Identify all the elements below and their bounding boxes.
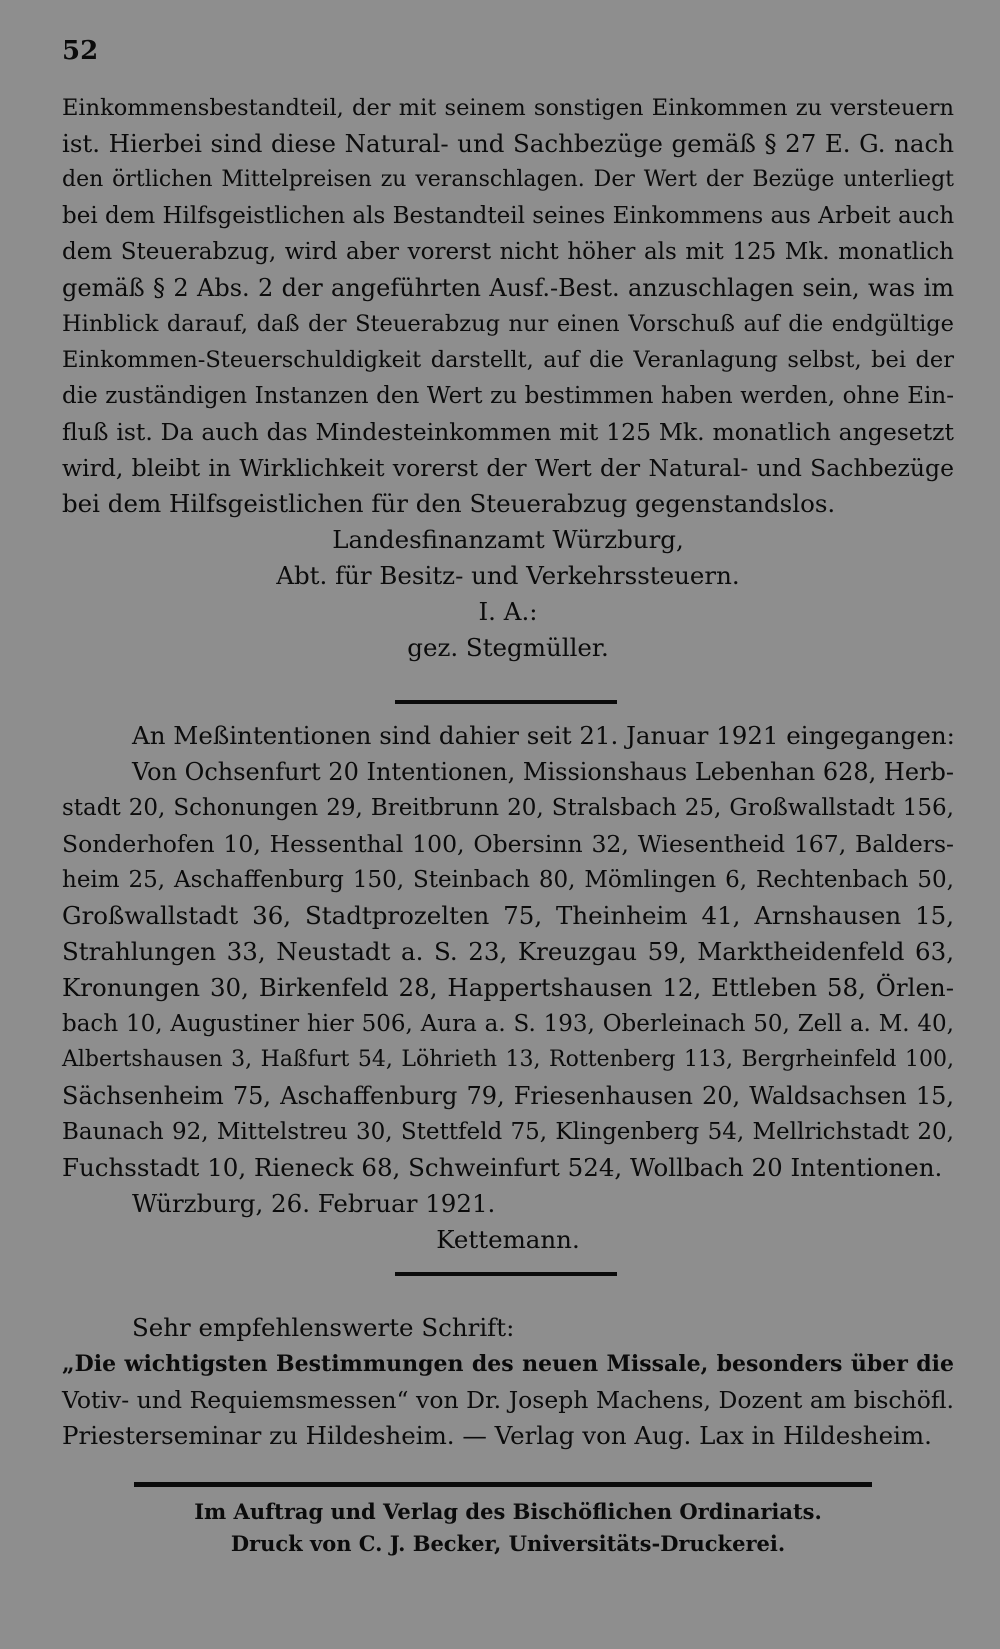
text-line: fluß ist. Da auch das Mindesteinkommen mit 125 Mk. monatlich angesetzt [62, 418, 954, 446]
text-line: Großwallstadt 36, Stadtprozelten 75, Theinheim 41, Arnshausen 15, [62, 901, 954, 930]
text-line: „Die wichtigsten Bestimmungen des neuen Missale, besonders über die [62, 1351, 954, 1377]
text-line: Votiv- und Requiemsmessen“ von Dr. Joseph Machens, Dozent am bischöfl. [62, 1386, 954, 1414]
text-line: heim 25, Aschaffenburg 150, Steinbach 80, Mömlingen 6, Rechtenbach 50, [62, 867, 954, 893]
footer-rule [134, 1482, 872, 1487]
text-line: dem Steuerabzug, wird aber vorerst nicht höher als mit 125 Mk. monatlich [62, 239, 954, 265]
intentions-notice [62, 718, 954, 1258]
text-line: den örtlichen Mittelpreisen zu veranschlagen. Der Wert der Bezüge unterliegt [62, 167, 954, 192]
text-line: wird, bleibt in Wirklichkeit vorerst der Wert der Natural- und Sachbezüge [62, 454, 954, 482]
text-line: bach 10, Augustiner hier 506, Aura a. S. 193, Oberleinach 50, Zell a. M. 40, [62, 1011, 954, 1037]
text-line: Strahlungen 33, Neustadt a. S. 23, Kreuzgau 59, Marktheidenfeld 63, [62, 937, 954, 966]
text-line: bei dem Hilfsgeistlichen für den Steuerabzug gegenstandslos. [62, 489, 836, 518]
letter-body [62, 90, 954, 666]
text-line: Baunach 92, Mittelstreu 30, Stettfeld 75, Klingenberg 54, Mellrichstadt 20, [62, 1119, 954, 1145]
recommendation-heading: Sehr empfehlenswerte Schrift: [132, 1313, 515, 1342]
footer-printer: Druck von C. J. Becker, Universitäts-Druckerei. [230, 1531, 786, 1556]
section-divider [395, 700, 617, 704]
footer [62, 1496, 954, 1560]
text-line: bei dem Hilfsgeistlichen als Bestandteil seines Einkommens aus Arbeit auch [62, 203, 955, 229]
text-line: Einkommensbestandteil, der mit seinem sonstigen Einkommen zu versteuern [62, 95, 954, 121]
text-line: Kronungen 30, Birkenfeld 28, Happertshausen 12, Ettleben 58, Örlen- [62, 973, 954, 1002]
signature-department: Abt. für Besitz- und Verkehrssteuern. [276, 561, 740, 590]
text-line: Einkommen-Steuerschuldigkeit darstellt, auf die Veranlagung selbst, bei der [62, 347, 954, 373]
place-date: Würzburg, 26. Februar 1921. [132, 1189, 496, 1218]
text-line: Fuchsstadt 10, Rieneck 68, Schweinfurt 524, Wollbach 20 Intentionen. [62, 1153, 943, 1182]
signature-ia: I. A.: [478, 597, 538, 626]
text-line: Sächsenheim 75, Aschaffenburg 79, Friesenhausen 20, Waldsachsen 15, [62, 1082, 954, 1110]
text-line: gemäß § 2 Abs. 2 der angeführten Ausf.-Best. anzuschlagen sein, was im [62, 274, 954, 302]
signature-office: Landesfinanzamt Würzburg, [332, 525, 684, 554]
text-line: ist. Hierbei sind diese Natural- und Sachbezüge gemäß § 27 E. G. nach [62, 129, 954, 158]
text-line: Sonderhofen 10, Hessenthal 100, Obersinn 32, Wiesentheid 167, Balders- [62, 830, 954, 858]
text-line: Hinblick darauf, daß der Steuerabzug nur einen Vorschuß auf die endgültige [62, 311, 954, 337]
text-line: die zuständigen Instanzen den Wert zu bestimmen haben werden, ohne Ein- [62, 383, 954, 409]
section-divider [395, 1272, 617, 1276]
signature-name: gez. Stegmüller. [407, 633, 609, 662]
footer-publisher: Im Auftrag und Verlag des Bischöflichen Ordinariats. [194, 1499, 822, 1524]
recommendation [62, 1310, 954, 1454]
text-line: Priesterseminar zu Hildesheim. — Verlag von Aug. Lax in Hildesheim. [62, 1421, 932, 1450]
text-line: Albertshausen 3, Haßfurt 54, Löhrieth 13, Rottenberg 113, Bergrheinfeld 100, [62, 1047, 954, 1072]
notice-heading: An Meßintentionen sind dahier seit 21. Januar 1921 eingegangen: [132, 721, 955, 750]
page-number: 52 [62, 36, 99, 66]
text-line: Von Ochsenfurt 20 Intentionen, Missionshaus Lebenhan 628, Herb- [132, 758, 954, 786]
text-line: stadt 20, Schonungen 29, Breitbrunn 20, Stralsbach 25, Großwallstadt 156, [62, 795, 954, 821]
signer: Kettemann. [436, 1225, 580, 1254]
